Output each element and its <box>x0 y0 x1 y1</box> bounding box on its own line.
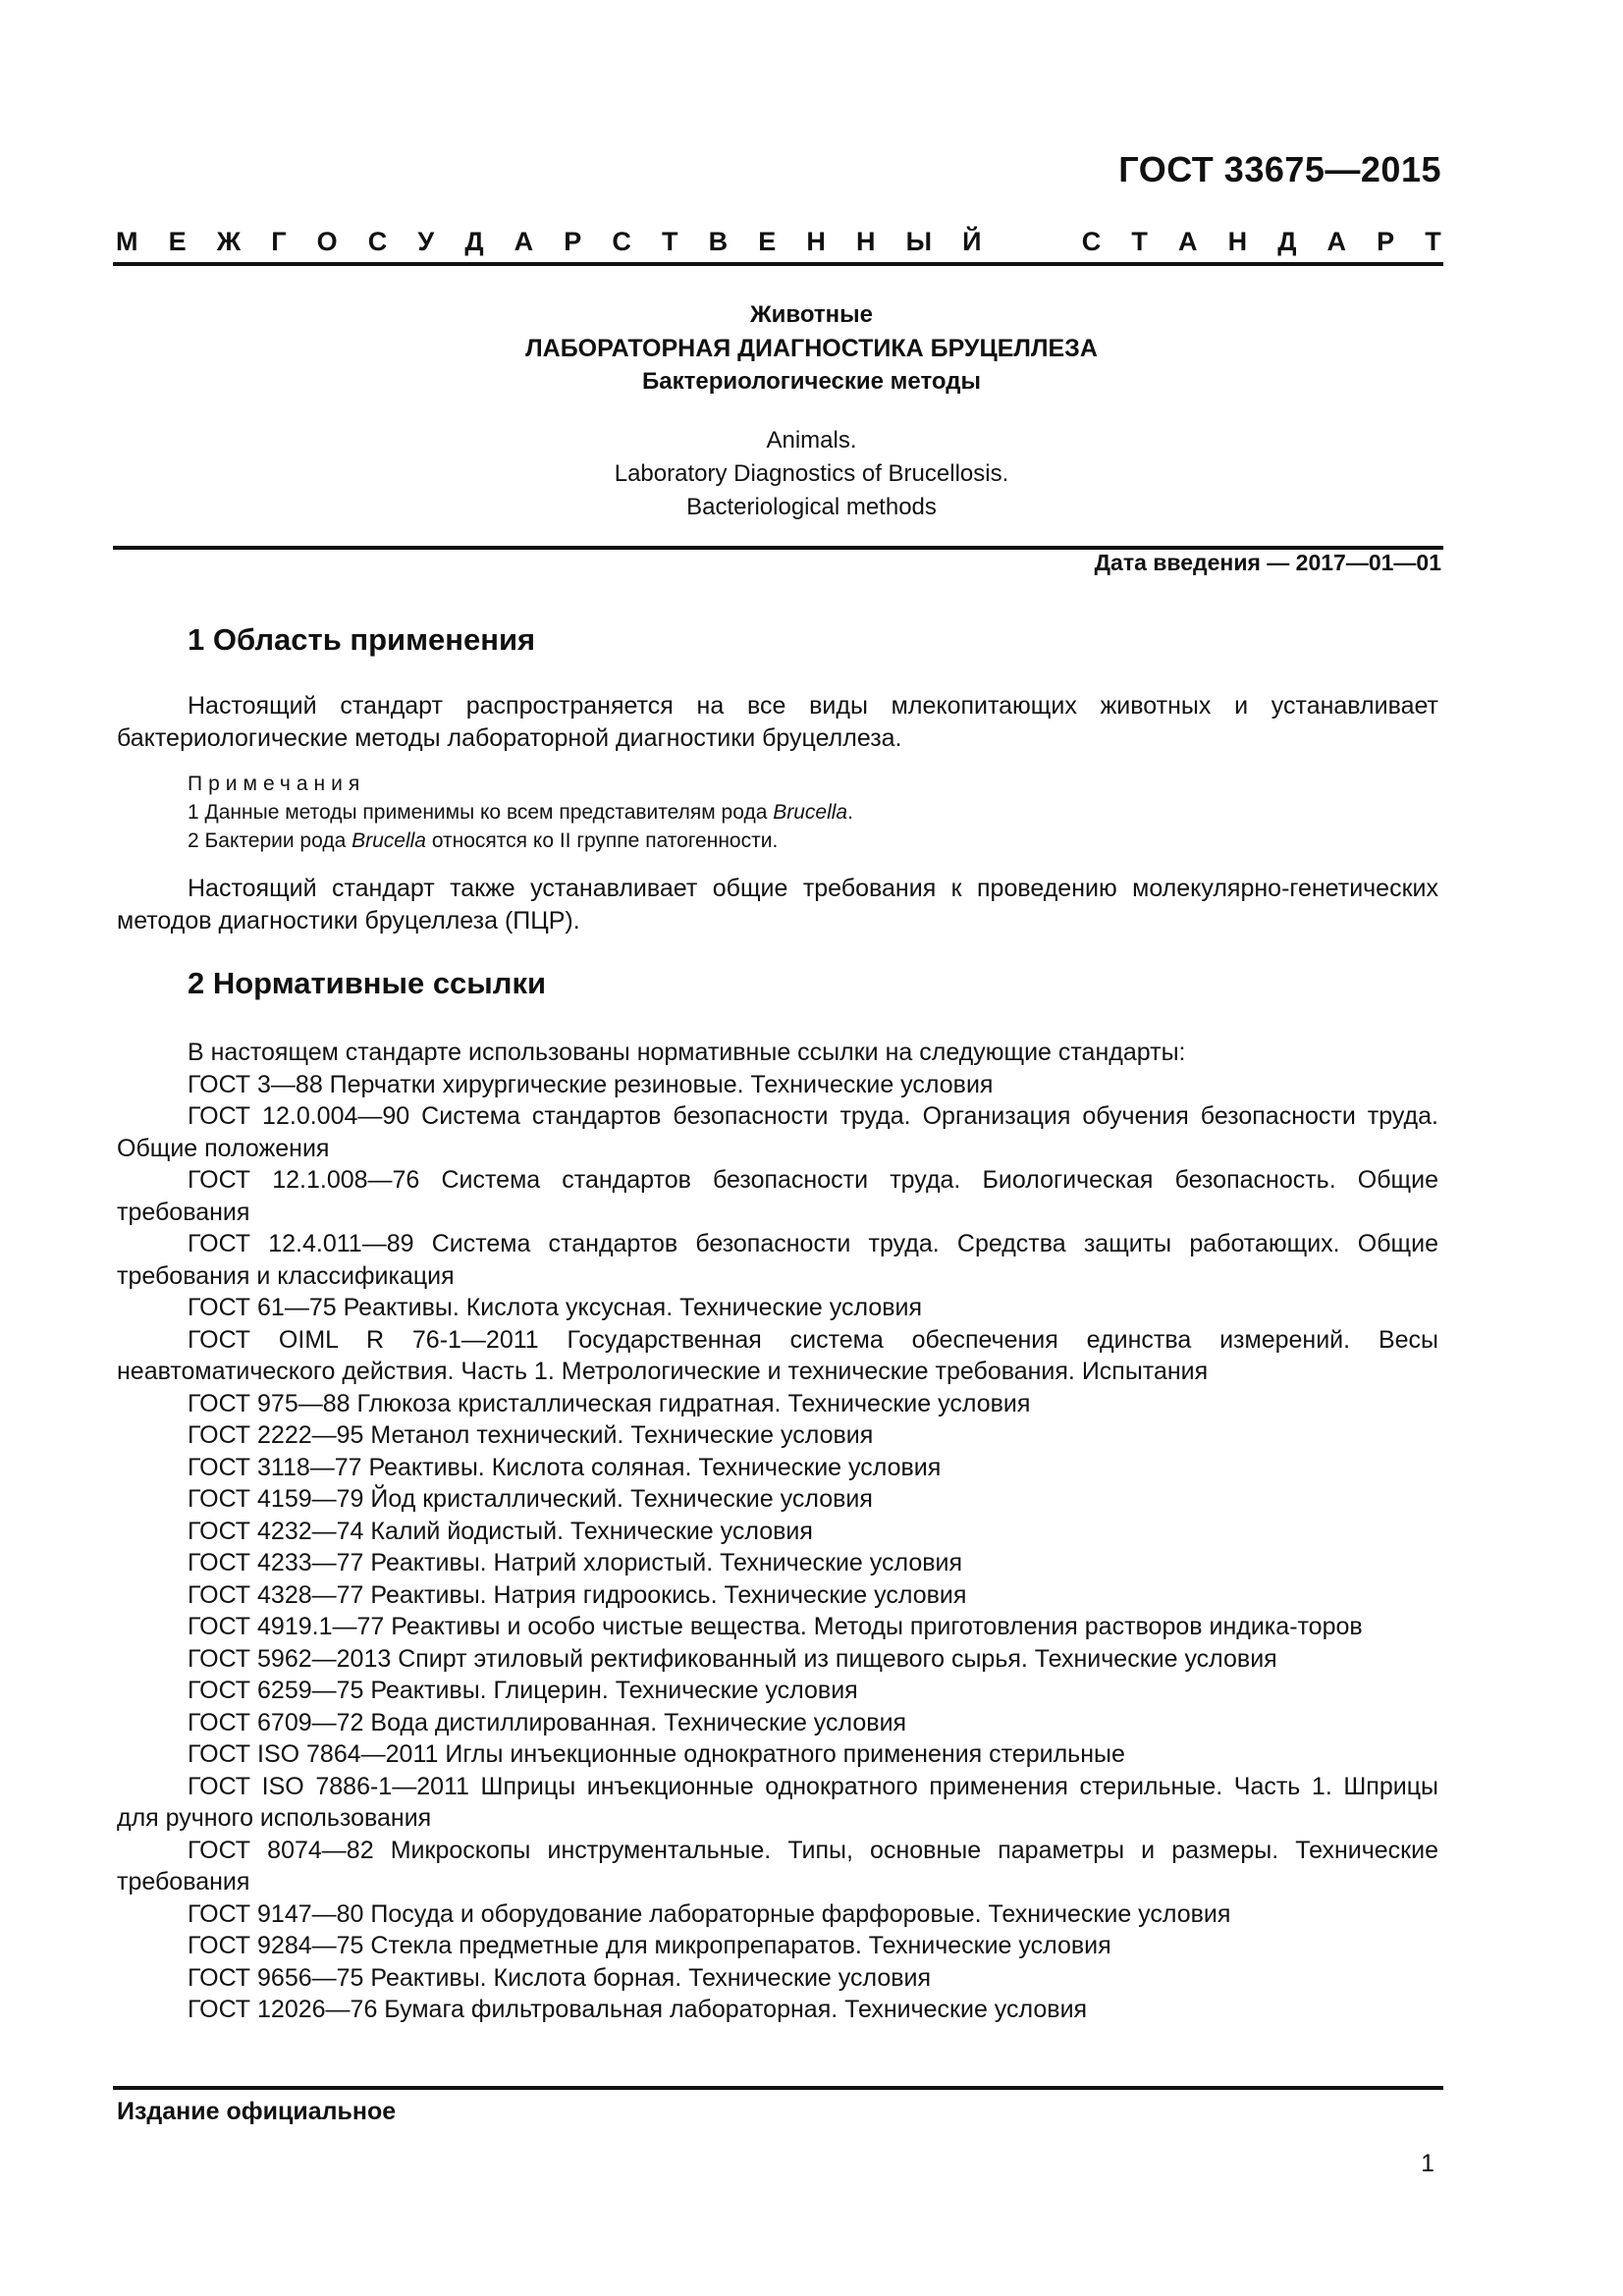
banner-letter: Д <box>1277 227 1297 256</box>
reference-item: ГОСТ 12.1.008—76 Система стандартов безопасности труда. Биологическая безопасность. Общие требования <box>117 1166 1438 1226</box>
notes-block <box>188 770 1444 855</box>
note-1-end: . <box>847 801 853 824</box>
banner-letter: Ж <box>216 227 242 256</box>
note-2-end: относятся ко II группе патогенности. <box>425 829 779 852</box>
document-title <box>0 298 1623 399</box>
banner-letter: Н <box>1227 227 1248 256</box>
english-title-line: Laboratory Diagnostics of Brucellosis. <box>614 460 1009 487</box>
reference-item: ГОСТ 9147—80 Посуда и оборудование лабораторные фарфоровые. Технические условия <box>188 1899 1231 1928</box>
note-2 <box>188 827 1444 855</box>
banner-letter: Д <box>464 227 484 256</box>
introduction-date: Дата введения — 2017—01—01 <box>1094 550 1441 575</box>
note-1 <box>188 798 1444 827</box>
scope-paragraph: Настоящий стандарт распространяется на все виды млекопитающих животных и устанавливает бактериологические методы лабораторной диагностики бруцеллеза. <box>117 692 1438 752</box>
note-2-genus: Brucella <box>352 829 426 852</box>
reference-item: ГОСТ 6709—72 Вода дистиллированная. Технические условия <box>188 1708 907 1736</box>
note-1-genus: Brucella <box>773 801 848 824</box>
reference-item: ГОСТ 3—88 Перчатки хирургические резиновые. Технические условия <box>188 1070 994 1098</box>
english-title <box>0 424 1623 524</box>
interstate-standard-banner <box>116 227 1441 257</box>
reference-item: ГОСТ 8074—82 Микроскопы инструментальные. Типы, основные параметры и размеры. Технические требования <box>117 1836 1438 1896</box>
banner-letter: У <box>417 227 435 256</box>
reference-item: ГОСТ 61—75 Реактивы. Кислота уксусная. Технические условия <box>188 1294 923 1321</box>
reference-item: ГОСТ 12026—76 Бумага фильтровальная лабораторная. Технические условия <box>188 1996 1088 2023</box>
banner-letter: Р <box>564 227 582 256</box>
reference-item: ГОСТ 4328—77 Реактивы. Натрия гидроокись. Технические условия <box>188 1580 967 1609</box>
banner-letter: Г <box>271 227 287 256</box>
reference-item: ГОСТ 6259—75 Реактивы. Глицерин. Технические условия <box>188 1677 858 1704</box>
header-divider <box>113 262 1443 266</box>
banner-letter: А <box>1326 227 1347 256</box>
banner-letter: С <box>367 227 388 256</box>
section-1-heading: 1 Область применения <box>188 622 536 657</box>
reference-item: ГОСТ 12.0.004—90 Система стандартов безопасности труда. Организация обучения безопасности труда. Общие положения <box>117 1102 1438 1162</box>
english-title-line: Animals. <box>766 427 857 454</box>
reference-item: ГОСТ ISO 7886-1—2011 Шприцы инъекционные однократного применения стерильные. Часть 1. Шприцы для ручного использования <box>117 1772 1438 1832</box>
banner-letter: Т <box>662 227 678 256</box>
reference-item: ГОСТ 3118—77 Реактивы. Кислота соляная. Технические условия <box>188 1453 942 1481</box>
banner-letter: Й <box>962 227 982 256</box>
pcr-paragraph: Настоящий стандарт также устанавливает общие требования к проведению молекулярно-генетических методов диагностики бруцеллеза (ПЦР). <box>117 875 1438 934</box>
reference-item: ГОСТ 9284—75 Стекла предметные для микропрепаратов. Технические условия <box>188 1932 1111 1959</box>
english-title-line: Bacteriological methods <box>686 494 937 520</box>
banner-letter: Т <box>1131 227 1148 256</box>
banner-letter: Н <box>806 227 826 256</box>
reference-item: ГОСТ 12.4.011—89 Система стандартов безопасности труда. Средства защиты работающих. Общие требования и классификация <box>117 1230 1438 1290</box>
note-1-text: 1 Данные методы применимы ко всем представителям рода <box>188 801 774 824</box>
banner-word-gap <box>1012 227 1052 257</box>
reference-item: ГОСТ 9656—75 Реактивы. Кислота борная. Технические условия <box>188 1963 932 1992</box>
notes-heading: Примечания <box>188 773 366 795</box>
reference-item: ГОСТ 2222—95 Метанол технический. Технические условия <box>188 1421 874 1449</box>
banner-letter: О <box>316 227 338 256</box>
banner-letter: Р <box>1377 227 1395 256</box>
banner-letter: М <box>116 227 138 256</box>
reference-item: ГОСТ 4919.1—77 Реактивы и особо чистые вещества. Методы приготовления растворов индика-торов <box>188 1613 1363 1640</box>
section-2-heading: 2 Нормативные ссылки <box>188 966 547 1000</box>
reference-item: ГОСТ 5962—2013 Спирт этиловый ректификованный из пищевого сырья. Технические условия <box>188 1644 1277 1673</box>
banner-letter: Ы <box>905 227 933 256</box>
banner-letter: А <box>1177 227 1198 256</box>
title-line-object: Животные <box>749 301 874 328</box>
page-number: 1 <box>1421 2150 1434 2177</box>
banner-letter: Е <box>168 227 187 256</box>
banner-letter: В <box>708 227 729 256</box>
section-1-body <box>117 690 1438 755</box>
banner-letter: А <box>514 227 534 256</box>
references-intro: В настоящем стандарте использованы нормативные ссылки на следующие стандарты: <box>188 1039 1186 1066</box>
reference-item: ГОСТ OIML R 76-1—2011 Государственная система обеспечения единства измерений. Весы неавтоматического действия. Часть 1. Метрологические и технические требования. Испытания <box>117 1325 1438 1385</box>
reference-item: ГОСТ 4233—77 Реактивы. Натрий хлористый. Технические условия <box>188 1549 963 1576</box>
section-1-body-2 <box>117 873 1438 937</box>
official-edition-label: Издание официальное <box>117 2098 397 2125</box>
banner-letter: С <box>612 227 631 256</box>
banner-letter: С <box>1081 227 1102 256</box>
reference-item: ГОСТ 4232—74 Калий йодистый. Технические условия <box>188 1517 813 1545</box>
reference-item: ГОСТ 975—88 Глюкоза кристаллическая гидратная. Технические условия <box>188 1389 1031 1417</box>
title-line-main: ЛАБОРАТОРНАЯ ДИАГНОСТИКА БРУЦЕЛЛЕЗА <box>525 335 1098 362</box>
reference-item: ГОСТ 4159—79 Йод кристаллический. Технические условия <box>188 1485 873 1513</box>
normative-references <box>117 1037 1438 2026</box>
note-2-start: 2 Бактерии рода <box>188 829 352 852</box>
footer-divider <box>113 2086 1443 2090</box>
banner-letter: Н <box>855 227 876 256</box>
banner-letter: Е <box>758 227 777 256</box>
reference-item: ГОСТ ISO 7864—2011 Иглы инъекционные однократного применения стерильные <box>188 1740 1125 1768</box>
title-line-methods: Бактериологические методы <box>642 368 981 395</box>
standard-number: ГОСТ 33675—2015 <box>1118 149 1441 189</box>
banner-letter: Т <box>1425 227 1441 256</box>
